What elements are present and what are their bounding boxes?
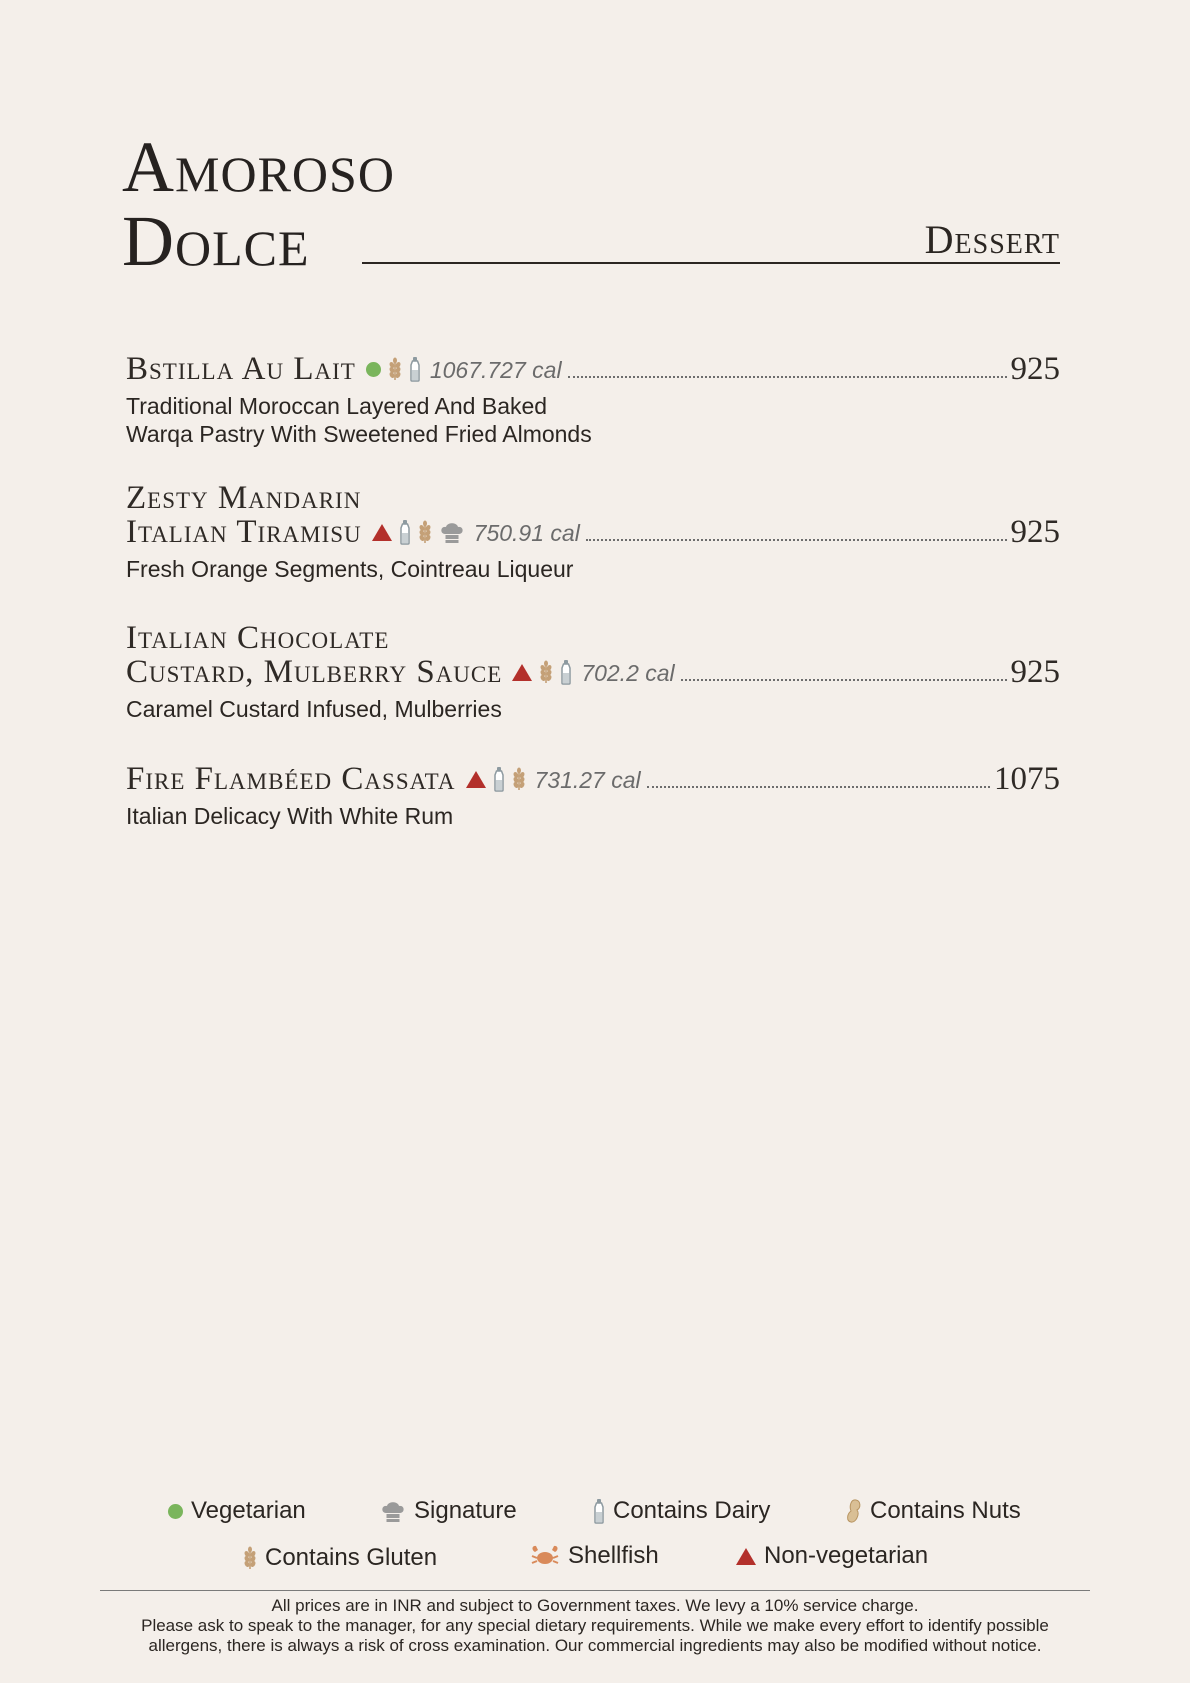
legend-nuts [846, 1497, 1021, 1525]
dotted-leader [681, 679, 1007, 681]
signature-icon [380, 1499, 406, 1523]
legend-signature [380, 1497, 517, 1525]
signature-icon [439, 520, 465, 544]
section-title: Dessert [924, 217, 1060, 262]
item-icons [512, 659, 572, 689]
description-line: Warqa Pastry With Sweetened Fried Almonds [126, 421, 592, 447]
item-description [126, 802, 1060, 830]
page-title [122, 127, 395, 281]
dairy-icon [593, 1498, 605, 1524]
legend-label: Non-vegetarian [764, 1542, 929, 1569]
item-icons [466, 766, 526, 796]
item-name-line-1: Zesty Mandarin [126, 480, 362, 516]
shellfish-icon [530, 1544, 560, 1568]
footer-line: All prices are in INR and subject to Government taxes. We levy a 10% service charge. [271, 1596, 919, 1615]
gluten-icon [418, 520, 432, 544]
legend-dairy [593, 1497, 770, 1525]
dairy-icon [409, 356, 421, 382]
description-line: Italian Delicacy With White Rum [126, 803, 454, 829]
menu-item [126, 762, 1060, 830]
item-calories: 702.2 cal [581, 660, 675, 686]
dotted-leader [568, 376, 1007, 378]
dairy-icon [560, 659, 572, 685]
item-calories: 1067.727 cal [429, 357, 562, 383]
gluten-icon [243, 1546, 257, 1570]
non-vegetarian-icon [372, 524, 392, 541]
item-name-line-1: Italian Chocolate [126, 620, 390, 656]
menu-item [126, 352, 1060, 448]
footer-divider [100, 1590, 1090, 1591]
item-name: Fire Flambéed Cassata [126, 761, 456, 797]
item-description [126, 555, 1060, 583]
gluten-icon [388, 357, 402, 381]
legend-gluten [243, 1544, 437, 1572]
item-calories: 731.27 cal [534, 767, 641, 793]
legend-shellfish [530, 1542, 659, 1570]
menu-item [126, 621, 1060, 723]
gluten-icon [539, 660, 553, 684]
legend-non-vegetarian [736, 1542, 928, 1570]
footer-line: Please ask to speak to the manager, for any special dietary requirements. While we make every effort to identify possible [141, 1616, 1049, 1635]
item-price: 1075 [994, 761, 1060, 797]
item-description [126, 392, 1060, 448]
item-icons [372, 519, 465, 549]
item-icons [366, 356, 421, 386]
nuts-icon [846, 1498, 862, 1524]
non-vegetarian-icon [466, 771, 486, 788]
legend-label: Contains Dairy [613, 1497, 771, 1524]
dairy-icon [493, 766, 505, 792]
item-name: Bstilla Au Lait [126, 351, 356, 387]
item-description [126, 695, 1060, 723]
non-vegetarian-icon [512, 664, 532, 681]
item-price: 925 [1010, 351, 1060, 387]
legend-label: Shellfish [568, 1542, 659, 1569]
footer-disclaimer [90, 1596, 1100, 1656]
legend-label: Contains Gluten [265, 1544, 438, 1571]
item-price: 925 [1010, 654, 1060, 690]
item-name: Custard, Mulberry Sauce [126, 654, 503, 690]
dairy-icon [399, 519, 411, 545]
title-line-1: Amoroso [122, 127, 395, 207]
description-line: Fresh Orange Segments, Cointreau Liqueur [126, 556, 574, 582]
legend-label: Vegetarian [191, 1497, 306, 1524]
vegetarian-icon [168, 1504, 183, 1519]
dotted-leader [647, 786, 990, 788]
legend-label: Contains Nuts [870, 1497, 1021, 1524]
description-line: Caramel Custard Infused, Mulberries [126, 696, 502, 722]
legend-label: Signature [414, 1497, 517, 1524]
menu-item [126, 481, 1060, 583]
non-vegetarian-icon [736, 1548, 756, 1565]
gluten-icon [512, 767, 526, 791]
vegetarian-icon [366, 362, 381, 377]
footer-line: allergens, there is always a risk of cross examination. Our commercial ingredients may also be modified without notice. [148, 1636, 1042, 1655]
description-line: Traditional Moroccan Layered And Baked [126, 393, 548, 419]
item-price: 925 [1010, 514, 1060, 550]
legend-vegetarian [168, 1497, 306, 1525]
item-calories: 750.91 cal [473, 520, 580, 546]
dotted-leader [586, 539, 1007, 541]
title-line-2: Dolce [122, 201, 310, 281]
item-name: Italian Tiramisu [126, 514, 362, 550]
